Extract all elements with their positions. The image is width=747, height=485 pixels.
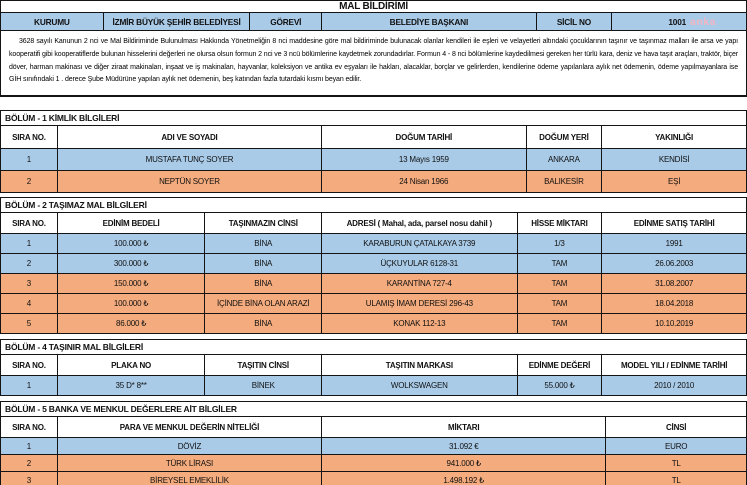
section-immovable: [0, 197, 747, 334]
section-table: [0, 213, 747, 334]
table-cell: İÇİNDE BİNA OLAN ARAZİ: [205, 294, 322, 313]
sicil-no-value: 1001: [668, 16, 687, 27]
section-title: BÖLÜM - 5 BANKA VE MENKUL DEĞERLERE AİT BİLGİLER: [5, 404, 237, 414]
table-cell: TAM: [518, 274, 603, 293]
sections-container: [0, 110, 747, 485]
table-cell: 100.000 ₺: [58, 294, 206, 313]
section-title-bar: [0, 401, 747, 417]
section-movable: [0, 339, 747, 396]
table-cell: BALIKESİR: [527, 171, 603, 192]
table-cell: 1: [1, 438, 58, 454]
table-cell: 35 D* 8**: [58, 376, 206, 395]
table-cell: 5: [1, 314, 58, 333]
column-header: YAKINLIĞI: [602, 126, 746, 148]
table-cell: 1: [1, 149, 58, 170]
table-cell: 4: [1, 294, 58, 313]
section-title-bar: [0, 197, 747, 213]
table-cell: TL: [671, 475, 681, 485]
table-cell: BİREYSEL EMEKLİLİK: [58, 472, 322, 485]
table-cell: 2: [1, 455, 58, 471]
table-row: [1, 233, 746, 253]
gorevi-label: GÖREVİ: [250, 13, 322, 30]
table-cell: BİNA: [205, 234, 322, 253]
header-row: [1, 355, 746, 375]
table-cell: 2: [1, 171, 58, 192]
column-header: TAŞINMAZIN CİNSİ: [205, 213, 322, 233]
section-title: BÖLÜM - 1 KİMLİK BİLGİLERİ: [5, 113, 120, 123]
section-identity: [0, 110, 747, 193]
section-title-bar: [0, 110, 747, 126]
table-cell: 10.10.2019: [655, 319, 694, 328]
table-cell: TL: [671, 458, 681, 468]
header-row: [1, 126, 746, 148]
table-cell: 100.000 ₺: [58, 234, 206, 253]
column-header: ADI VE SOYADI: [58, 126, 322, 148]
table-cell: 26.06.2003: [655, 259, 694, 268]
column-header: DOĞUM YERİ: [527, 126, 603, 148]
column-header: TAŞITIN CİNSİ: [205, 355, 322, 375]
table-cell: BİNEK: [205, 376, 322, 395]
table-row: [1, 454, 746, 471]
table-cell: BİNA: [205, 274, 322, 293]
sicil-no-cell: [612, 13, 746, 30]
table-cell: 3: [1, 274, 58, 293]
column-header: ADRESİ ( Mahal, ada, parsel nosu dahil ): [322, 213, 517, 233]
table-cell: KARANTİNA 727-4: [322, 274, 517, 293]
table-cell: MUSTAFA TUNÇ SOYER: [58, 149, 322, 170]
table-row: [1, 471, 746, 485]
table-cell: 1: [1, 234, 58, 253]
info-bar: [0, 13, 747, 31]
table-row: [1, 437, 746, 454]
table-cell: 18.04.2018: [655, 299, 694, 308]
column-header: DOĞUM TARİHİ: [322, 126, 526, 148]
document-title-bar: [0, 0, 747, 13]
column-header: SIRA NO.: [1, 355, 58, 375]
column-header: PARA VE MENKUL DEĞERİN NİTELİĞİ: [58, 417, 322, 437]
table-row: [1, 148, 746, 170]
table-cell: ÜÇKUYULAR 6128-31: [322, 254, 517, 273]
column-header: TAŞITIN MARKASI: [322, 355, 517, 375]
table-cell: KENDİSİ: [658, 155, 690, 164]
table-cell: TAM: [518, 254, 603, 273]
table-cell: 941.000 ₺: [322, 455, 606, 471]
column-header: SIRA NO.: [1, 417, 58, 437]
document-title: MAL BİLDİRİMİ: [339, 1, 408, 12]
table-cell: TAM: [518, 314, 603, 333]
table-cell: 13 Mayıs 1959: [322, 149, 526, 170]
table-cell: 2010 / 2010: [654, 381, 695, 390]
section-table: [0, 126, 747, 193]
table-cell: WOLKSWAGEN: [322, 376, 517, 395]
table-cell: 1: [1, 376, 58, 395]
column-header: PLAKA NO: [58, 355, 206, 375]
column-header: SIRA NO.: [1, 213, 58, 233]
table-cell: 24 Nisan 1966: [322, 171, 526, 192]
table-row: [1, 293, 746, 313]
column-header: EDİNİM BEDELİ: [58, 213, 206, 233]
table-cell: 1.498.192 ₺: [322, 472, 606, 485]
table-cell: BİNA: [205, 254, 322, 273]
table-row: [1, 170, 746, 192]
table-cell: KARABURUN ÇATALKAYA 3739: [322, 234, 517, 253]
table-cell: TÜRK LİRASI: [58, 455, 322, 471]
table-cell: 3: [1, 472, 58, 485]
column-header: CİNSİ: [606, 417, 746, 437]
sicil-no-label: SİCİL NO: [537, 13, 613, 30]
table-cell: 31.092 €: [322, 438, 606, 454]
table-cell: EURO: [665, 441, 688, 451]
column-header: HİSSE MİKTARI: [518, 213, 603, 233]
table-row: [1, 253, 746, 273]
section-title-bar: [0, 339, 747, 355]
section-table: [0, 417, 747, 485]
column-header: SIRA NO.: [1, 126, 58, 148]
column-header: MODEL YILI / EDİNME TARİHİ: [602, 355, 746, 375]
gorevi-value: BELEDİYE BAŞKANI: [322, 13, 536, 30]
table-cell: ANKARA: [527, 149, 603, 170]
column-header: EDİNME DEĞERİ: [518, 355, 603, 375]
table-cell: 1/3: [518, 234, 603, 253]
header-row: [1, 213, 746, 233]
column-header: MİKTARI: [322, 417, 606, 437]
section-title: BÖLÜM - 4 TAŞINIR MAL BİLGİLERİ: [5, 342, 143, 352]
kurumu-value: İZMİR BÜYÜK ŞEHİR BELEDİYESİ: [104, 13, 251, 30]
table-cell: 1991: [665, 239, 683, 248]
table-cell: 55.000 ₺: [518, 376, 603, 395]
table-cell: KONAK 112-13: [322, 314, 517, 333]
section-bank: [0, 401, 747, 485]
legal-intro-paragraph: 3628 sayılı Kanunun 2 nci ve Mal Bildiriminde Bulunulması Hakkında Yönetmeliğin 8 nci maddesine göre mal bildiriminde bulunacak olanlar kendileri ile eşleri ve velayetleri altındaki çocuklarının taşınır ve taşınmaz malları ile arsa ve yapı kooperatifi gibi kooperatiflerde bulunan hisselerini değerleri ne olursa olsun formun 2 nci ve 3 ncü bölümlerine kaydetmek zorundadırlar. Formun 4 - 8 nci bölümlerine kaydedilmesi gereken her türlü kara, deniz ve hava taşıt araçları, traktör, biçer döver, harman makinası ve diğer ziraat makinaları, inşaat ve iş makinaları, hayvanlar, koleksiyon ve antika ev eşyaları ile hakları, alacaklar, borçlar ve gelirlerden, kendilerine ödeme yapılanlara aylık net ödemenin, ödeme yapılmayanlara ise GİH sınıfındaki 1 . derece Şube Müdürüne yapılan aylık net ödemenin, beş katından fazla tutardaki kısmı beyan edilir.: [0, 31, 747, 97]
column-header: EDİNME SATIŞ TARİHİ: [602, 213, 746, 233]
section-table: [0, 355, 747, 396]
table-cell: EŞİ: [667, 177, 681, 186]
table-cell: 86.000 ₺: [58, 314, 206, 333]
section-title: BÖLÜM - 2 TAŞIMAZ MAL BİLGİLERİ: [5, 200, 147, 210]
table-cell: DÖVİZ: [58, 438, 322, 454]
table-cell: BİNA: [205, 314, 322, 333]
table-cell: NEPTÜN SOYER: [58, 171, 322, 192]
table-cell: 31.08.2007: [655, 279, 694, 288]
table-cell: 2: [1, 254, 58, 273]
table-row: [1, 313, 746, 333]
header-row: [1, 417, 746, 437]
table-row: [1, 375, 746, 395]
kurumu-label: KURUMU: [1, 13, 104, 30]
table-cell: ULAMIŞ İMAM DERESİ 296-43: [322, 294, 517, 313]
table-row: [1, 273, 746, 293]
anka-watermark: anka: [690, 15, 716, 28]
table-cell: TAM: [518, 294, 603, 313]
table-cell: 150.000 ₺: [58, 274, 206, 293]
table-cell: 300.000 ₺: [58, 254, 206, 273]
